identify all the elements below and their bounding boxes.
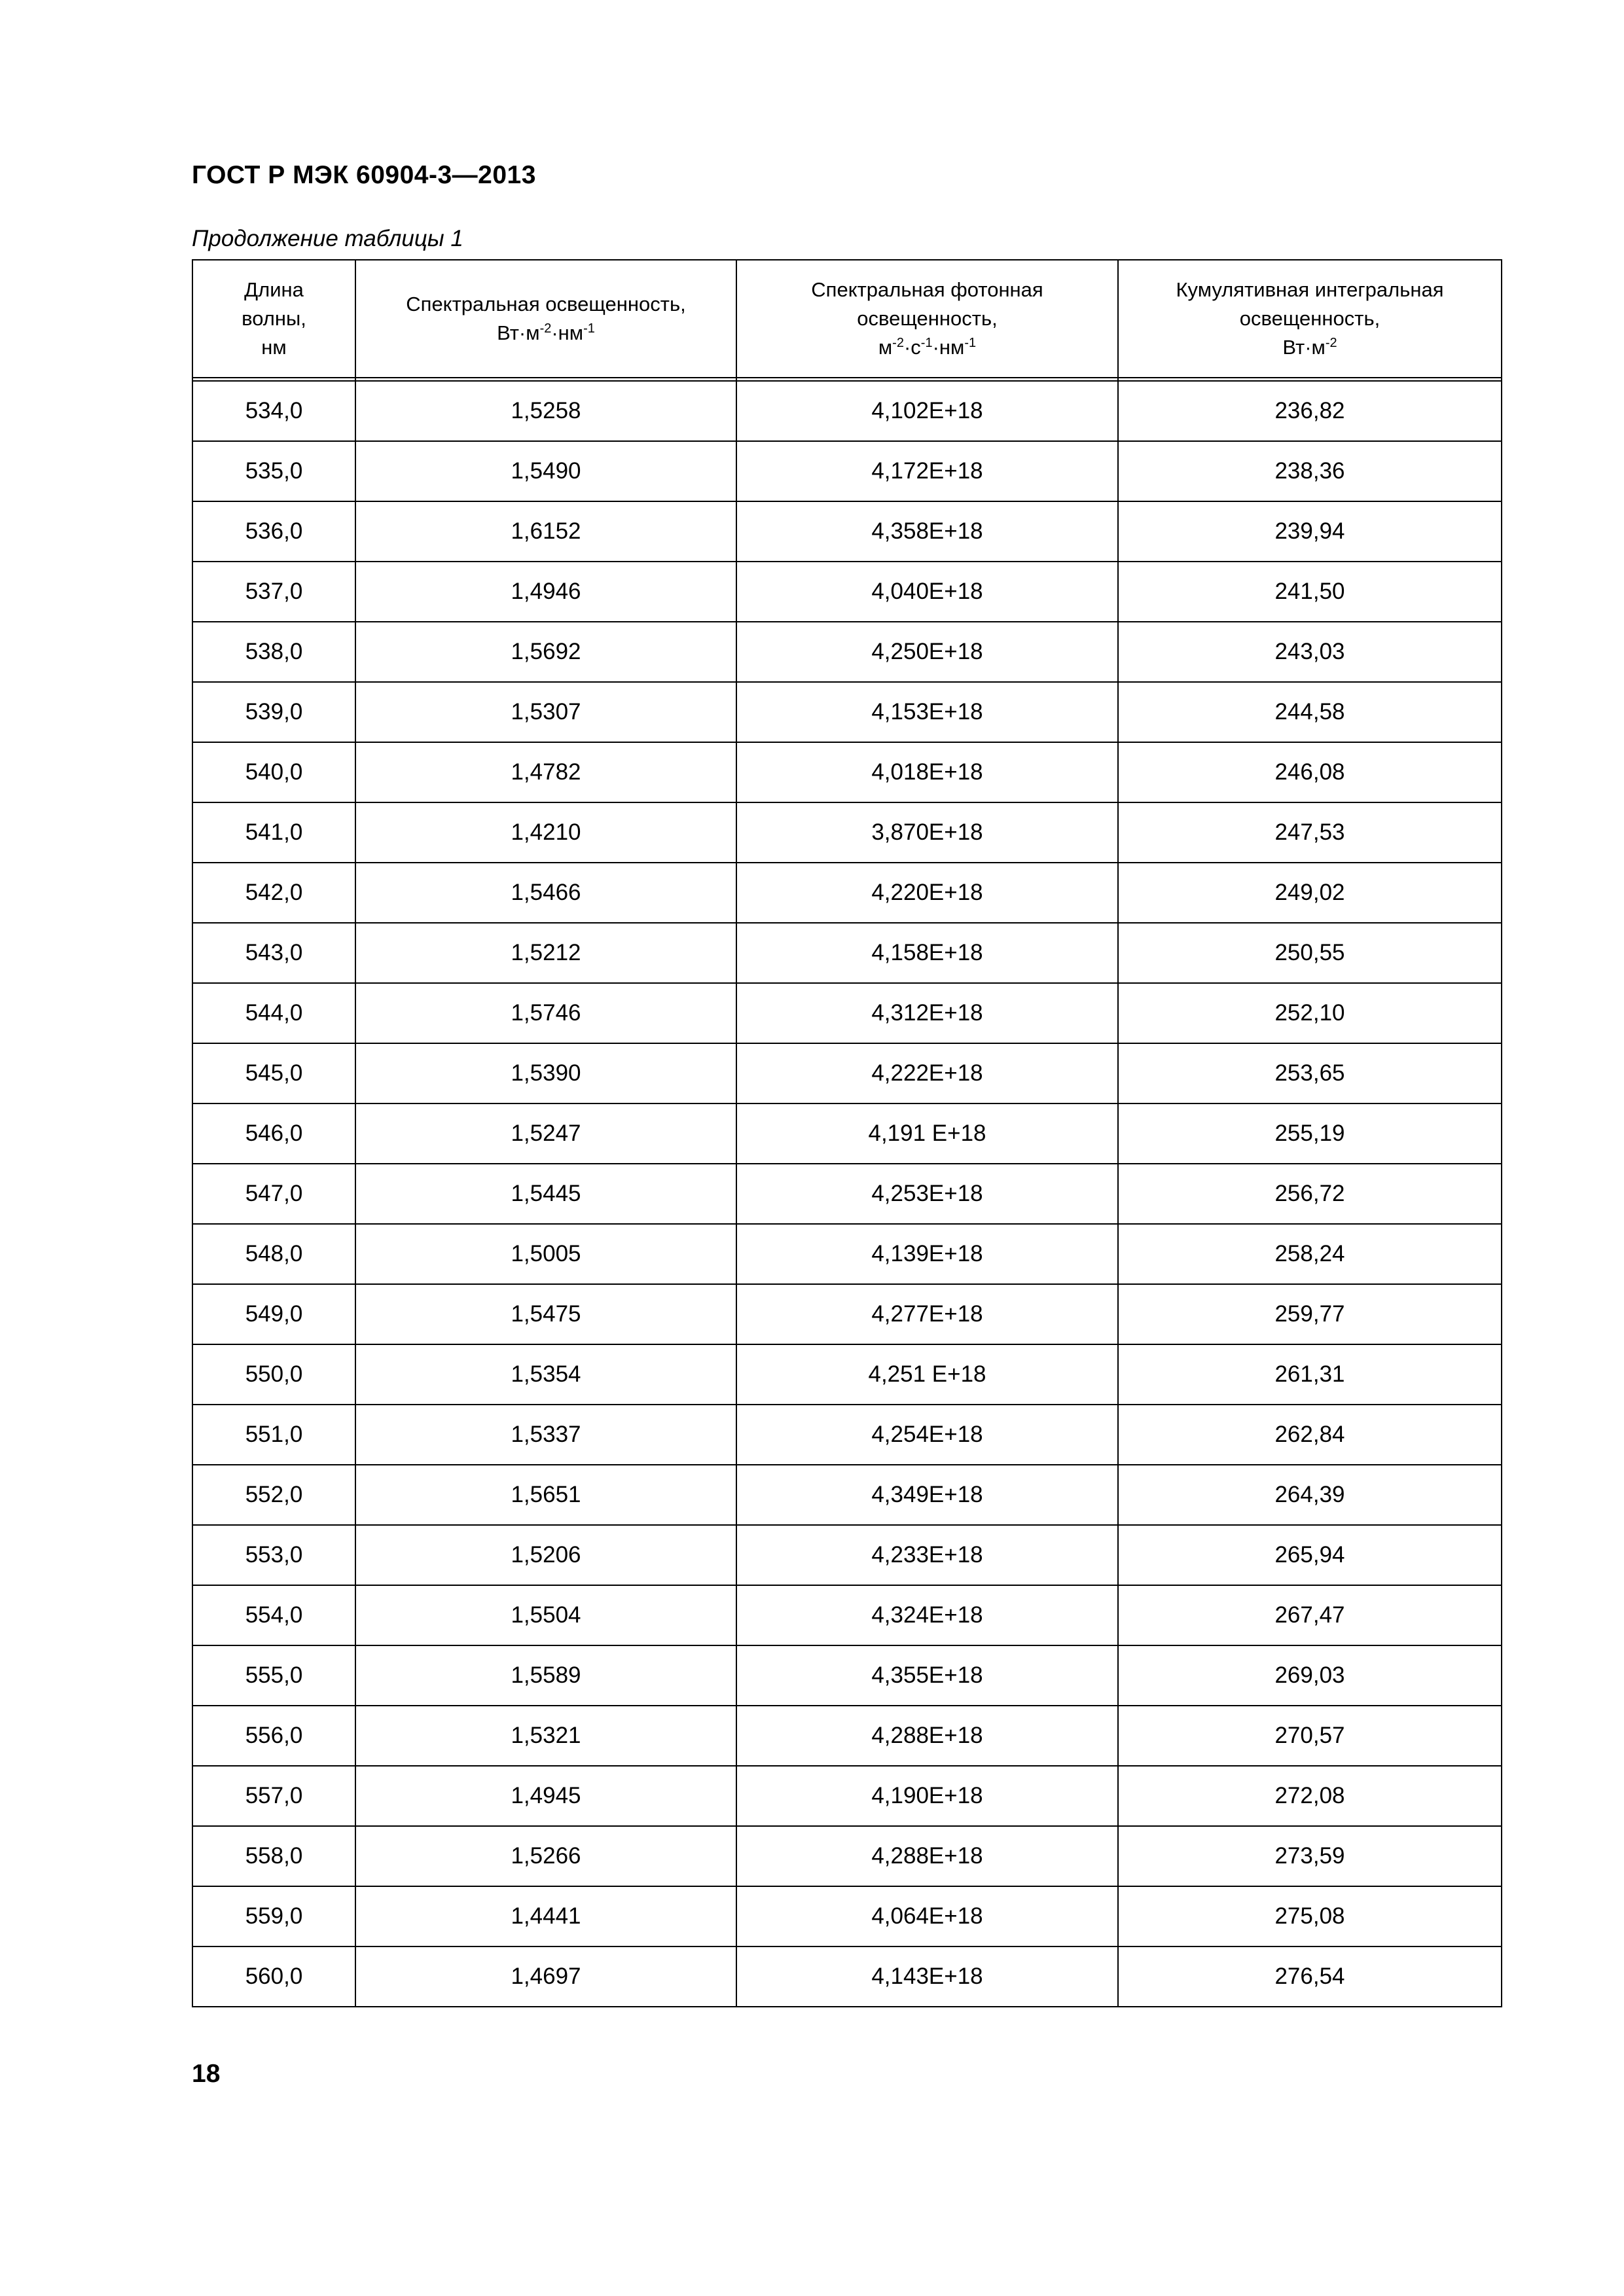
table-row — [192, 1886, 1502, 1946]
header-spectral-photon-irradiance — [736, 260, 1118, 378]
cell-spectral-irradiance: 1,5490 — [355, 441, 736, 501]
cell-photon-irradiance: 4,254E+18 — [736, 1405, 1118, 1465]
cell-cumulative-irradiance: 262,84 — [1118, 1405, 1502, 1465]
cell-wavelength: 543,0 — [192, 923, 355, 983]
cell-wavelength: 537,0 — [192, 562, 355, 622]
cell-wavelength: 550,0 — [192, 1344, 355, 1405]
cell-wavelength: 548,0 — [192, 1224, 355, 1284]
cell-photon-irradiance: 4,222E+18 — [736, 1043, 1118, 1103]
cell-cumulative-irradiance: 275,08 — [1118, 1886, 1502, 1946]
cell-photon-irradiance: 4,312E+18 — [736, 983, 1118, 1043]
cell-photon-irradiance: 4,250E+18 — [736, 622, 1118, 682]
cell-wavelength: 544,0 — [192, 983, 355, 1043]
header-cumulative-irradiance — [1118, 260, 1502, 378]
cell-photon-irradiance: 4,349E+18 — [736, 1465, 1118, 1525]
cell-wavelength: 553,0 — [192, 1525, 355, 1585]
cell-wavelength: 559,0 — [192, 1886, 355, 1946]
cell-spectral-irradiance: 1,5354 — [355, 1344, 736, 1405]
header-line: Спектральная фотонная — [811, 278, 1043, 301]
table-row — [192, 742, 1502, 802]
cell-wavelength: 556,0 — [192, 1706, 355, 1766]
table-row — [192, 863, 1502, 923]
header-unit: $Вт\cdot м^{-2}\cdot нм^{-1}$ — [497, 321, 595, 344]
cell-cumulative-irradiance: 253,65 — [1118, 1043, 1502, 1103]
cell-photon-irradiance: 3,870E+18 — [736, 802, 1118, 863]
cell-wavelength: 552,0 — [192, 1465, 355, 1525]
header-line: освещенность, — [857, 307, 998, 330]
cell-spectral-irradiance: 1,5692 — [355, 622, 736, 682]
table-row — [192, 622, 1502, 682]
cell-wavelength: 539,0 — [192, 682, 355, 742]
cell-cumulative-irradiance: 265,94 — [1118, 1525, 1502, 1585]
cell-spectral-irradiance: 1,5651 — [355, 1465, 736, 1525]
cell-cumulative-irradiance: 239,94 — [1118, 501, 1502, 562]
cell-cumulative-irradiance: 264,39 — [1118, 1465, 1502, 1525]
cell-cumulative-irradiance: 243,03 — [1118, 622, 1502, 682]
table-row — [192, 381, 1502, 441]
cell-cumulative-irradiance: 261,31 — [1118, 1344, 1502, 1405]
cell-cumulative-irradiance: 250,55 — [1118, 923, 1502, 983]
header-line: Кумулятивная интегральная — [1176, 278, 1444, 301]
cell-wavelength: 555,0 — [192, 1645, 355, 1706]
cell-cumulative-irradiance: 276,54 — [1118, 1946, 1502, 2007]
cell-cumulative-irradiance: 247,53 — [1118, 802, 1502, 863]
table-body — [192, 381, 1502, 2007]
cell-spectral-irradiance: 1,5746 — [355, 983, 736, 1043]
cell-spectral-irradiance: 1,4441 — [355, 1886, 736, 1946]
cell-wavelength: 549,0 — [192, 1284, 355, 1344]
cell-wavelength: 534,0 — [192, 381, 355, 441]
cell-cumulative-irradiance: 270,57 — [1118, 1706, 1502, 1766]
table-row — [192, 1946, 1502, 2007]
header-line: волны, — [242, 307, 306, 330]
cell-cumulative-irradiance: 236,82 — [1118, 381, 1502, 441]
cell-spectral-irradiance: 1,5247 — [355, 1103, 736, 1164]
cell-wavelength: 546,0 — [192, 1103, 355, 1164]
cell-spectral-irradiance: 1,5589 — [355, 1645, 736, 1706]
cell-photon-irradiance: 4,358E+18 — [736, 501, 1118, 562]
cell-photon-irradiance: 4,139E+18 — [736, 1224, 1118, 1284]
cell-cumulative-irradiance: 255,19 — [1118, 1103, 1502, 1164]
cell-photon-irradiance: 4,040E+18 — [736, 562, 1118, 622]
table-row — [192, 562, 1502, 622]
cell-spectral-irradiance: 1,5258 — [355, 381, 736, 441]
cell-wavelength: 535,0 — [192, 441, 355, 501]
cell-photon-irradiance: 4,191 E+18 — [736, 1103, 1118, 1164]
cell-wavelength: 538,0 — [192, 622, 355, 682]
cell-photon-irradiance: 4,018E+18 — [736, 742, 1118, 802]
cell-photon-irradiance: 4,190E+18 — [736, 1766, 1118, 1826]
cell-cumulative-irradiance: 246,08 — [1118, 742, 1502, 802]
table-row — [192, 1525, 1502, 1585]
cell-photon-irradiance: 4,158E+18 — [736, 923, 1118, 983]
cell-spectral-irradiance: 1,4697 — [355, 1946, 736, 2007]
header-wavelength — [192, 260, 355, 378]
table-row — [192, 1284, 1502, 1344]
cell-wavelength: 542,0 — [192, 863, 355, 923]
cell-photon-irradiance: 4,277E+18 — [736, 1284, 1118, 1344]
cell-spectral-irradiance: 1,5206 — [355, 1525, 736, 1585]
spectral-data-table — [192, 259, 1502, 2007]
cell-wavelength: 558,0 — [192, 1826, 355, 1886]
cell-spectral-irradiance: 1,5475 — [355, 1284, 736, 1344]
table-row — [192, 1766, 1502, 1826]
table-row — [192, 1043, 1502, 1103]
cell-wavelength: 540,0 — [192, 742, 355, 802]
cell-photon-irradiance: 4,172E+18 — [736, 441, 1118, 501]
table-row — [192, 1465, 1502, 1525]
cell-photon-irradiance: 4,251 E+18 — [736, 1344, 1118, 1405]
cell-spectral-irradiance: 1,4946 — [355, 562, 736, 622]
page-number: 18 — [192, 2060, 221, 2088]
table-row — [192, 682, 1502, 742]
cell-photon-irradiance: 4,324E+18 — [736, 1585, 1118, 1645]
cell-wavelength: 545,0 — [192, 1043, 355, 1103]
table-row — [192, 1826, 1502, 1886]
table-header — [192, 260, 1502, 381]
header-line: Спектральная освещенность, — [406, 293, 686, 315]
table-row — [192, 1645, 1502, 1706]
table-row — [192, 802, 1502, 863]
cell-photon-irradiance: 4,143E+18 — [736, 1946, 1118, 2007]
cell-spectral-irradiance: 1,4945 — [355, 1766, 736, 1826]
header-line: Длина — [244, 278, 304, 301]
table-row — [192, 1344, 1502, 1405]
cell-spectral-irradiance: 1,4782 — [355, 742, 736, 802]
cell-wavelength: 551,0 — [192, 1405, 355, 1465]
cell-cumulative-irradiance: 258,24 — [1118, 1224, 1502, 1284]
header-unit: $м^{-2}\cdot с^{-1}\cdot нм^{-1}$ — [878, 336, 977, 359]
cell-photon-irradiance: 4,288E+18 — [736, 1706, 1118, 1766]
cell-wavelength: 547,0 — [192, 1164, 355, 1224]
header-spectral-irradiance — [355, 260, 736, 378]
cell-spectral-irradiance: 1,5445 — [355, 1164, 736, 1224]
table-row — [192, 441, 1502, 501]
cell-cumulative-irradiance: 273,59 — [1118, 1826, 1502, 1886]
cell-photon-irradiance: 4,253E+18 — [736, 1164, 1118, 1224]
cell-cumulative-irradiance: 259,77 — [1118, 1284, 1502, 1344]
cell-spectral-irradiance: 1,5390 — [355, 1043, 736, 1103]
header-line: освещенность, — [1239, 307, 1380, 330]
table-row — [192, 1706, 1502, 1766]
cell-spectral-irradiance: 1,5212 — [355, 923, 736, 983]
cell-cumulative-irradiance: 256,72 — [1118, 1164, 1502, 1224]
cell-cumulative-irradiance: 241,50 — [1118, 562, 1502, 622]
cell-wavelength: 554,0 — [192, 1585, 355, 1645]
cell-wavelength: 560,0 — [192, 1946, 355, 2007]
cell-spectral-irradiance: 1,4210 — [355, 802, 736, 863]
cell-spectral-irradiance: 1,5337 — [355, 1405, 736, 1465]
cell-spectral-irradiance: 1,5307 — [355, 682, 736, 742]
cell-photon-irradiance: 4,233E+18 — [736, 1525, 1118, 1585]
header-line: нм — [261, 336, 287, 359]
cell-wavelength: 541,0 — [192, 802, 355, 863]
cell-photon-irradiance: 4,355E+18 — [736, 1645, 1118, 1706]
cell-photon-irradiance: 4,288E+18 — [736, 1826, 1118, 1886]
table-row — [192, 983, 1502, 1043]
table-row — [192, 1164, 1502, 1224]
cell-spectral-irradiance: 1,5005 — [355, 1224, 736, 1284]
table-row — [192, 1405, 1502, 1465]
cell-cumulative-irradiance: 267,47 — [1118, 1585, 1502, 1645]
cell-spectral-irradiance: 1,5504 — [355, 1585, 736, 1645]
cell-wavelength: 557,0 — [192, 1766, 355, 1826]
cell-spectral-irradiance: 1,5266 — [355, 1826, 736, 1886]
cell-photon-irradiance: 4,153E+18 — [736, 682, 1118, 742]
cell-photon-irradiance: 4,102E+18 — [736, 381, 1118, 441]
document-header: ГОСТ Р МЭК 60904-3—2013 — [192, 161, 536, 189]
cell-cumulative-irradiance: 269,03 — [1118, 1645, 1502, 1706]
cell-cumulative-irradiance: 244,58 — [1118, 682, 1502, 742]
cell-photon-irradiance: 4,220E+18 — [736, 863, 1118, 923]
table-row — [192, 923, 1502, 983]
cell-spectral-irradiance: 1,5466 — [355, 863, 736, 923]
cell-spectral-irradiance: 1,5321 — [355, 1706, 736, 1766]
cell-cumulative-irradiance: 272,08 — [1118, 1766, 1502, 1826]
table-row — [192, 1103, 1502, 1164]
cell-cumulative-irradiance: 238,36 — [1118, 441, 1502, 501]
cell-photon-irradiance: 4,064E+18 — [736, 1886, 1118, 1946]
table-caption: Продолжение таблицы 1 — [192, 226, 463, 251]
table-row — [192, 1585, 1502, 1645]
cell-cumulative-irradiance: 252,10 — [1118, 983, 1502, 1043]
table-row — [192, 1224, 1502, 1284]
header-unit: $Вт\cdot м^{-2}$ — [1282, 336, 1337, 359]
cell-spectral-irradiance: 1,6152 — [355, 501, 736, 562]
cell-wavelength: 536,0 — [192, 501, 355, 562]
cell-cumulative-irradiance: 249,02 — [1118, 863, 1502, 923]
table-row — [192, 501, 1502, 562]
